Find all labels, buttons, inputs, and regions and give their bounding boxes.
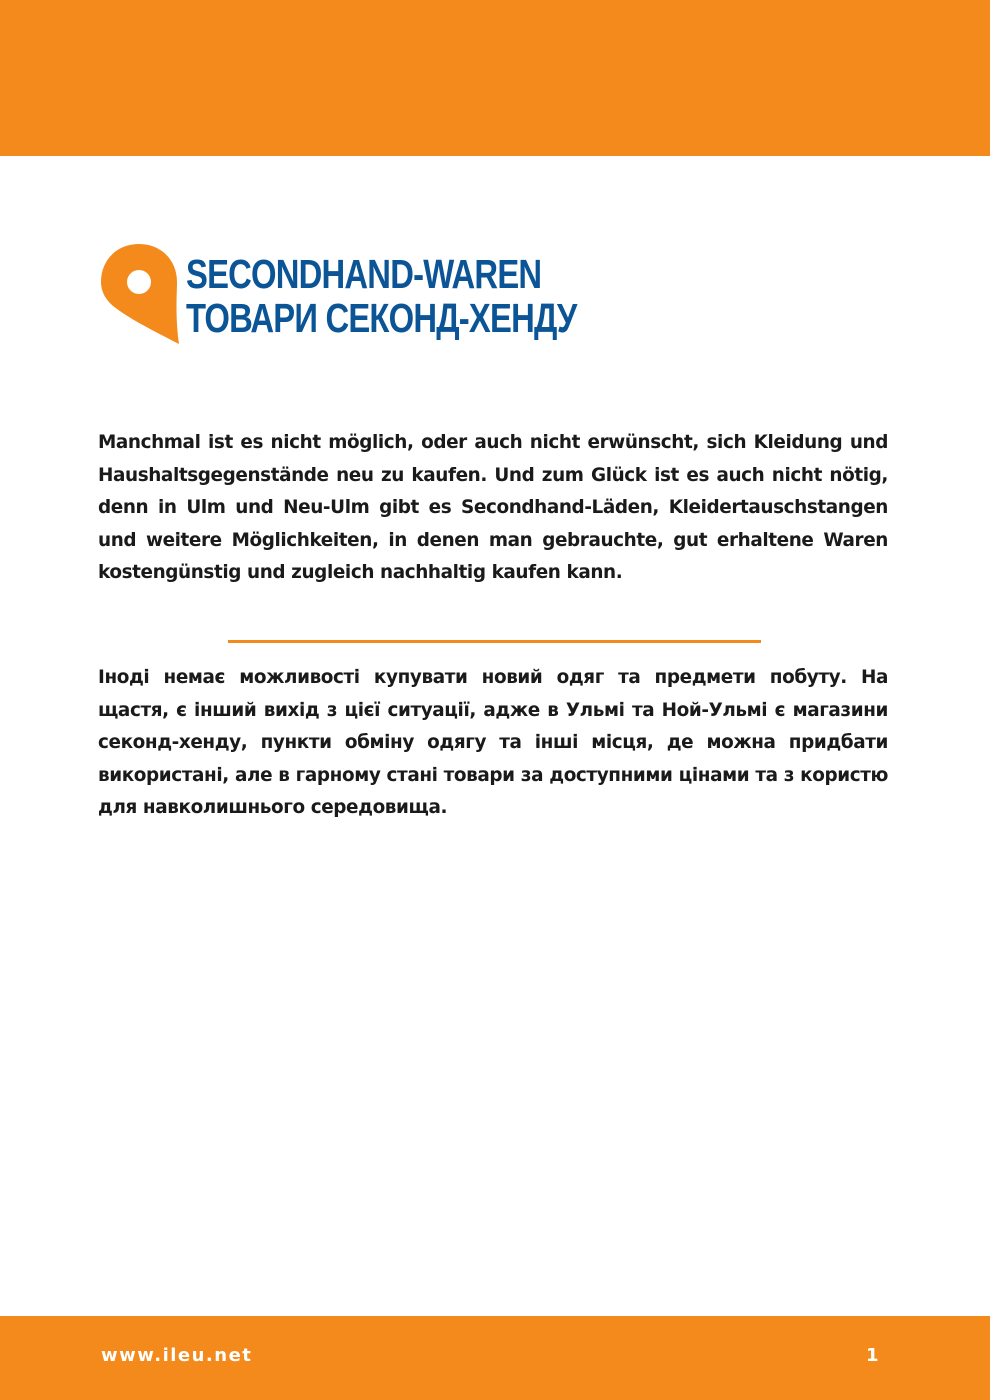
page-title: [186, 252, 577, 340]
title-ukrainian: ТОВАРИ СЕКОНД-ХЕНДУ: [186, 295, 577, 341]
header-band: [0, 0, 990, 156]
paragraph-german: Manchmal ist es nicht möglich, oder auch nicht erwünscht, sich Kleidung und Haushaltsgegenstände neu zu kaufen. Und zum Glück ist es auch nicht nötig, denn in Ulm und Neu-Ulm gibt es Secondhand-Läden, Kleidertauschstangen und weitere Möglichkeiten, in denen man gebrauchte, gut erhaltene Waren kostengünstig und zugleich nachhaltig kaufen kann.: [98, 432, 888, 583]
section-divider: [228, 640, 761, 643]
title-german: SECONDHAND-WAREN: [186, 251, 542, 297]
footer-website-link[interactable]: www.ileu.net: [101, 1345, 253, 1366]
page-number: 1: [866, 1345, 879, 1366]
location-pin-icon: [101, 244, 181, 348]
paragraph-ukrainian: Іноді немає можливості купувати новий одяг та предмети побуту. На щастя, є інший вихід з цієї ситуації, адже в Ульмі та Ной-Ульмі є магазини секонд-хенду, пункти обміну одягу та інші місця, де можна придбати використані, але в гарному стані товари за доступними цінами та з користю для навколишнього середовища.: [98, 667, 888, 818]
